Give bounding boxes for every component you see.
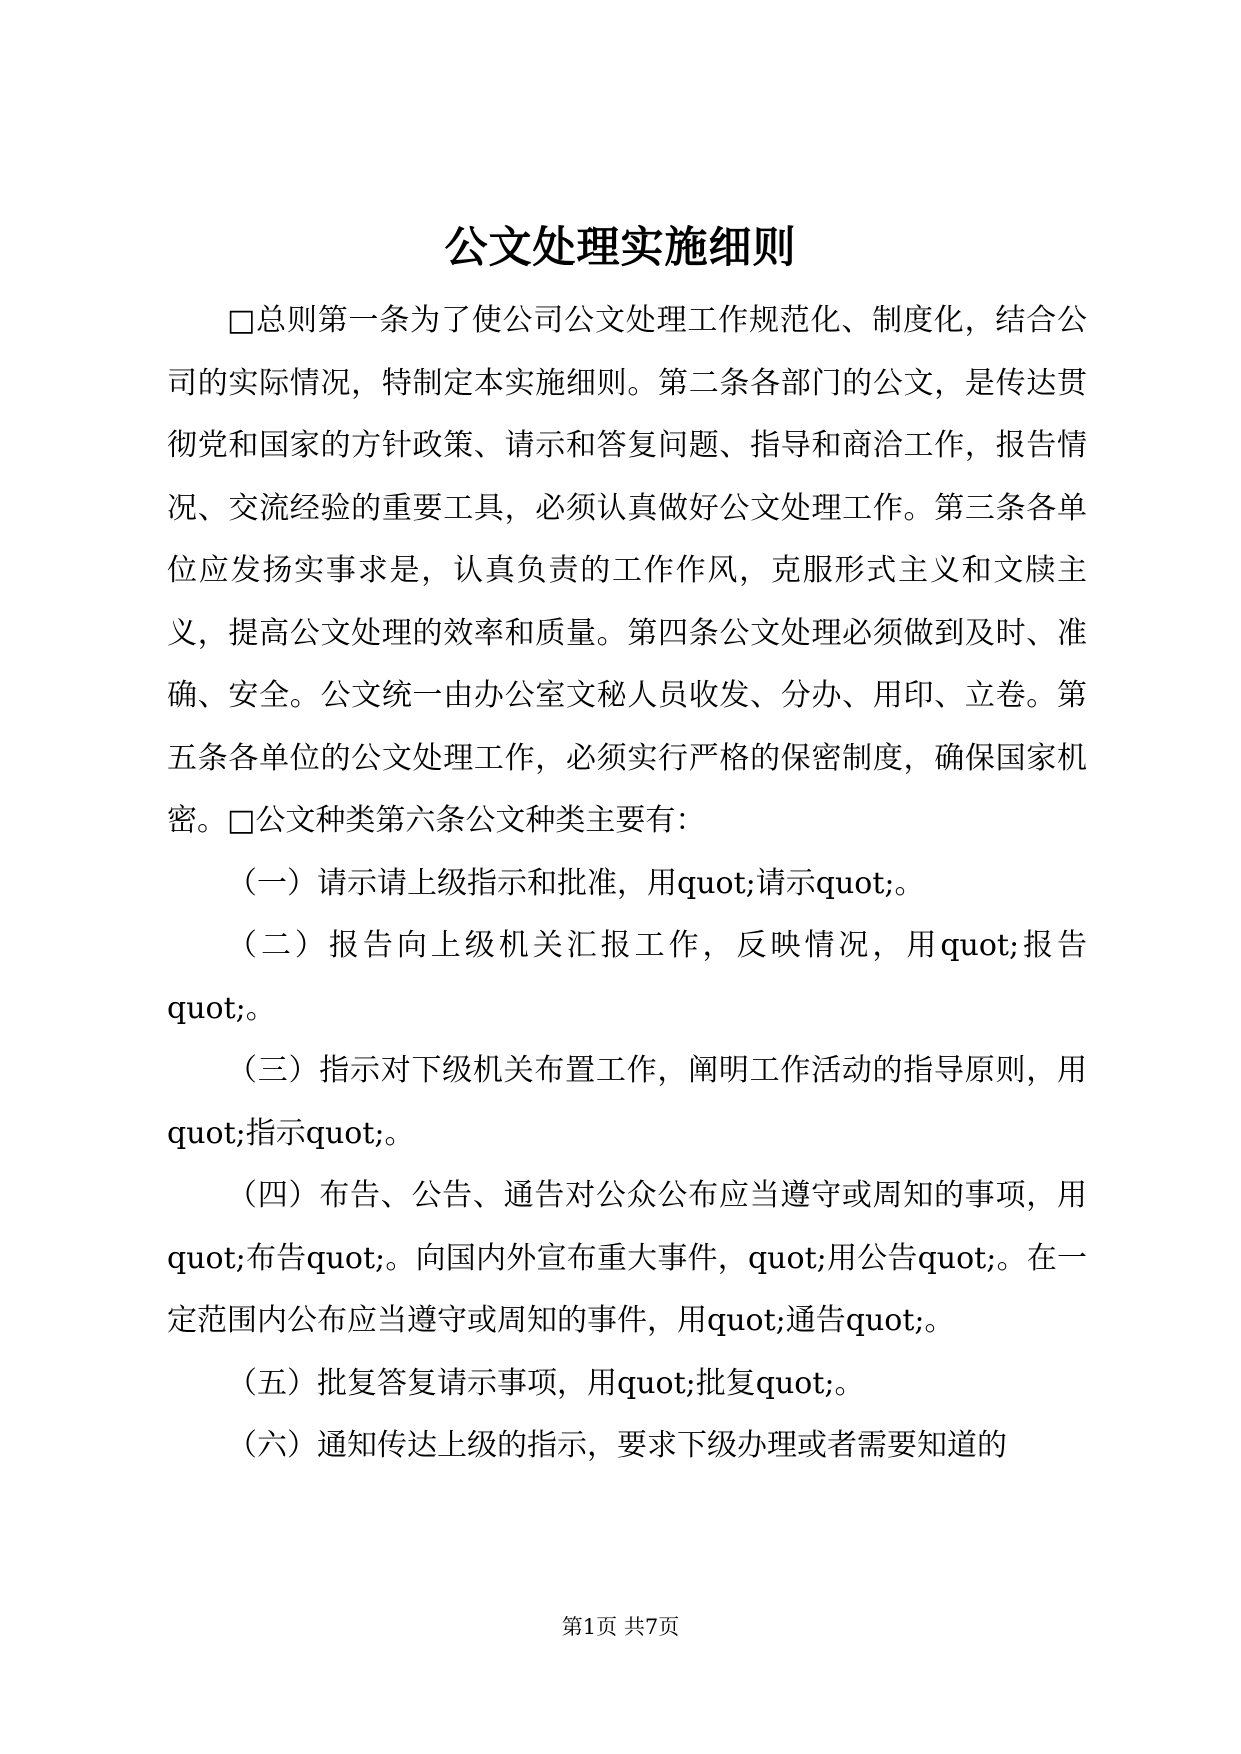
paragraph-item-6: （六）通知传达上级的指示，要求下级办理或者需要知道的 [227,1428,1007,1463]
paragraph-item-4: （四）布告、公告、通告对公众公布应当遵守或周知的事项，用quot;布告quot;。向国内外宣布重大事件，quot;用公告quot;。在一定范围内公布应当遵守或周知的事件，用quot;通告quot;。 [167,1178,1087,1338]
paragraph-item-2: （二）报告向上级机关汇报工作，反映情况，用quot;报告quot;。 [167,928,1087,1026]
paragraph-item-5: （五）批复答复请示事项，用quot;批复quot;。 [227,1365,865,1401]
paragraph-item-3: （三）指示对下级机关布置工作，阐明工作活动的指导原则，用quot;指示quot;。 [167,1053,1087,1151]
page-number-footer: 第1页 共7页 [561,1615,680,1639]
document-title: 公文处理实施细则 [444,223,797,273]
paragraph-item-1: （一）请示请上级指示和批准，用quot;请示quot;。 [227,865,925,901]
paragraph-general-provisions: □总则第一条为了使公司公文处理工作规范化、制度化，结合公司的实际情况，特制定本实施细则。第二条各部门的公文，是传达贯彻党和国家的方针政策、请示和答复问题、指导和商洽工作，报告情况、交流经验的重要工具，必须认真做好公文处理工作。第三条各单位应发扬实事求是，认真负责的工作作风，克服形式主义和文牍主义，提高公文处理的效率和质量。第四条公文处理必须做到及时、准确、安全。公文统一由办公室文秘人员收发、分办、用印、立卷。第五条各单位的公文处理工作，必须实行严格的保密制度，确保国家机密。□公文种类第六条公文种类主要有： [167,303,1087,838]
document-body [167,290,1087,1478]
